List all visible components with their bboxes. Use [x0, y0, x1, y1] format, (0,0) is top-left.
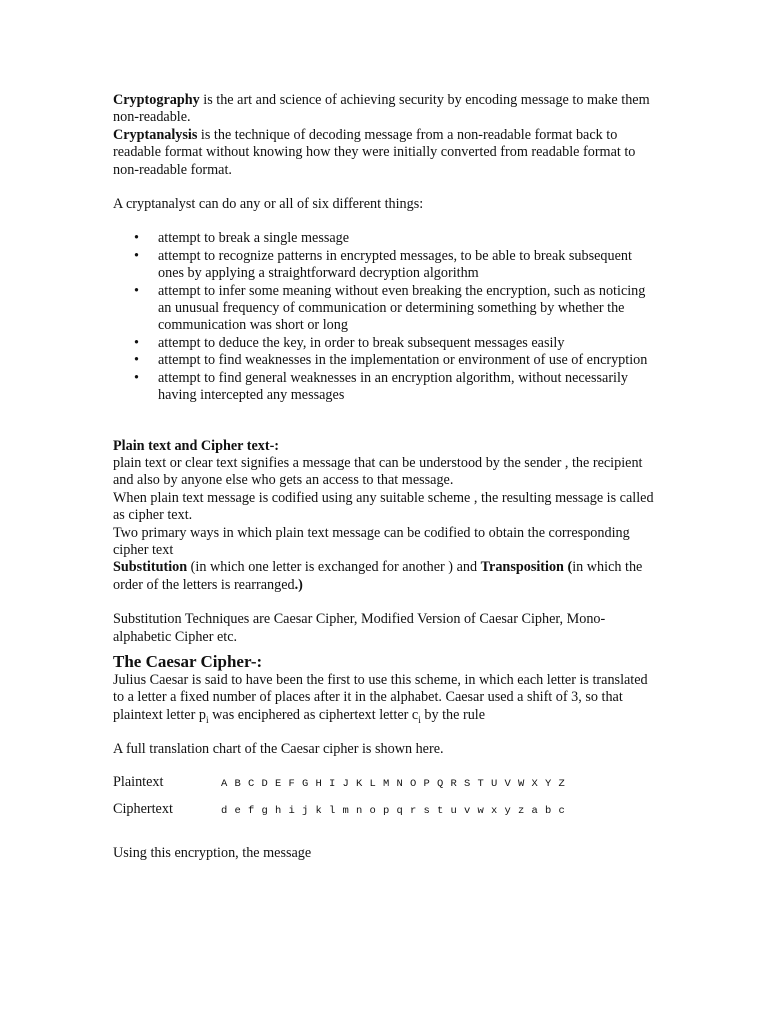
- caesar-text-1: Julius Caesar is said to have been the first to use this scheme, in which each letter is translated to a letter a fixed number of places after it in the alphabet. Caesar used a shift of 3, so that plaintext letter p: [113, 671, 648, 723]
- cryptography-definition: [113, 92, 658, 127]
- caesar-text-3: by the rule: [420, 706, 486, 723]
- ciphertext-label: Ciphertext: [113, 800, 173, 817]
- plain-cipher-heading-text: Plain text and Cipher text-:: [113, 437, 280, 454]
- transposition-close: .): [294, 576, 303, 593]
- caesar-text-2: was enciphered as ciphertext letter c: [208, 706, 419, 723]
- caesar-translation-chart: [113, 774, 658, 828]
- codify-ways: Two primary ways in which plain text message can be codified to obtain the corresponding cipher text: [113, 524, 630, 558]
- substitution-text: (in which one letter is exchanged for another ) and: [187, 559, 481, 576]
- caesar-description: [113, 672, 658, 724]
- list-item: • attempt to find weaknesses in the implementation or environment of use of encryption: [158, 352, 658, 369]
- plain-text-definition: plain text or clear text signifies a message that can be understood by the sender , the recipient and also by anyone else who gets an access to that message.: [113, 454, 643, 489]
- list-item: • attempt to find general weaknesses in an encryption algorithm, without necessarily having intercepted any messages: [158, 370, 658, 405]
- cryptanalyst-abilities-list: [113, 230, 658, 404]
- substitution-term: Substitution: [113, 559, 188, 576]
- transposition-text: in which the order of the letters is rearranged: [113, 559, 643, 593]
- document-page: [113, 92, 658, 862]
- caesar-cipher-heading: The Caesar Cipher-:: [113, 651, 263, 671]
- list-item: • attempt to infer some meaning without even breaking the encryption, such as noticing an unusual frequency of communication or determining something by whether the communication was short or long: [158, 283, 658, 335]
- using-encryption-text: Using this encryption, the message: [113, 844, 312, 861]
- ciphertext-subscript: i: [418, 715, 421, 726]
- cryptography-text: is the art and science of achieving security by encoding message to make them non-readable.: [113, 92, 650, 126]
- plaintext-letters: A B C D E F G H I J K L M N O P Q R S T U V W X Y Z: [221, 777, 567, 790]
- transposition-term: Transposition (: [480, 559, 573, 576]
- cryptography-term: Cryptography: [113, 92, 200, 108]
- cryptanalysis-term: Cryptanalysis: [113, 126, 198, 143]
- plaintext-row: [113, 774, 658, 801]
- substitution-transposition: [113, 559, 658, 594]
- list-item: • attempt to recognize patterns in encrypted messages, to be able to break subsequent ones by applying a straightforward decryption algorithm: [158, 248, 658, 283]
- cryptanalyst-intro: A cryptanalyst can do any or all of six different things:: [113, 196, 424, 213]
- cryptanalysis-text: is the technique of decoding message from a non-readable format back to readable format without knowing how they were initially converted from readable format to non-readable format.: [113, 126, 636, 178]
- plain-cipher-heading: [113, 438, 658, 455]
- plaintext-subscript: i: [205, 715, 209, 726]
- ciphertext-letters: d e f g h i j k l m n o p q r s t u v w x y z a b c: [221, 804, 567, 817]
- cipher-text-definition: When plain text message is codified using any suitable scheme , the resulting message is called as cipher text.: [113, 489, 654, 524]
- ciphertext-row: [113, 801, 658, 828]
- translation-chart-intro: A full translation chart of the Caesar cipher is shown here.: [113, 741, 444, 758]
- cryptanalysis-definition: [113, 127, 658, 179]
- plaintext-label: Plaintext: [113, 773, 164, 790]
- list-item: • attempt to break a single message: [158, 230, 658, 247]
- list-item: • attempt to deduce the key, in order to break subsequent messages easily: [158, 335, 658, 352]
- substitution-techniques: Substitution Techniques are Caesar Cipher, Modified Version of Caesar Cipher, Mono-alphabetic Cipher etc.: [113, 611, 606, 645]
